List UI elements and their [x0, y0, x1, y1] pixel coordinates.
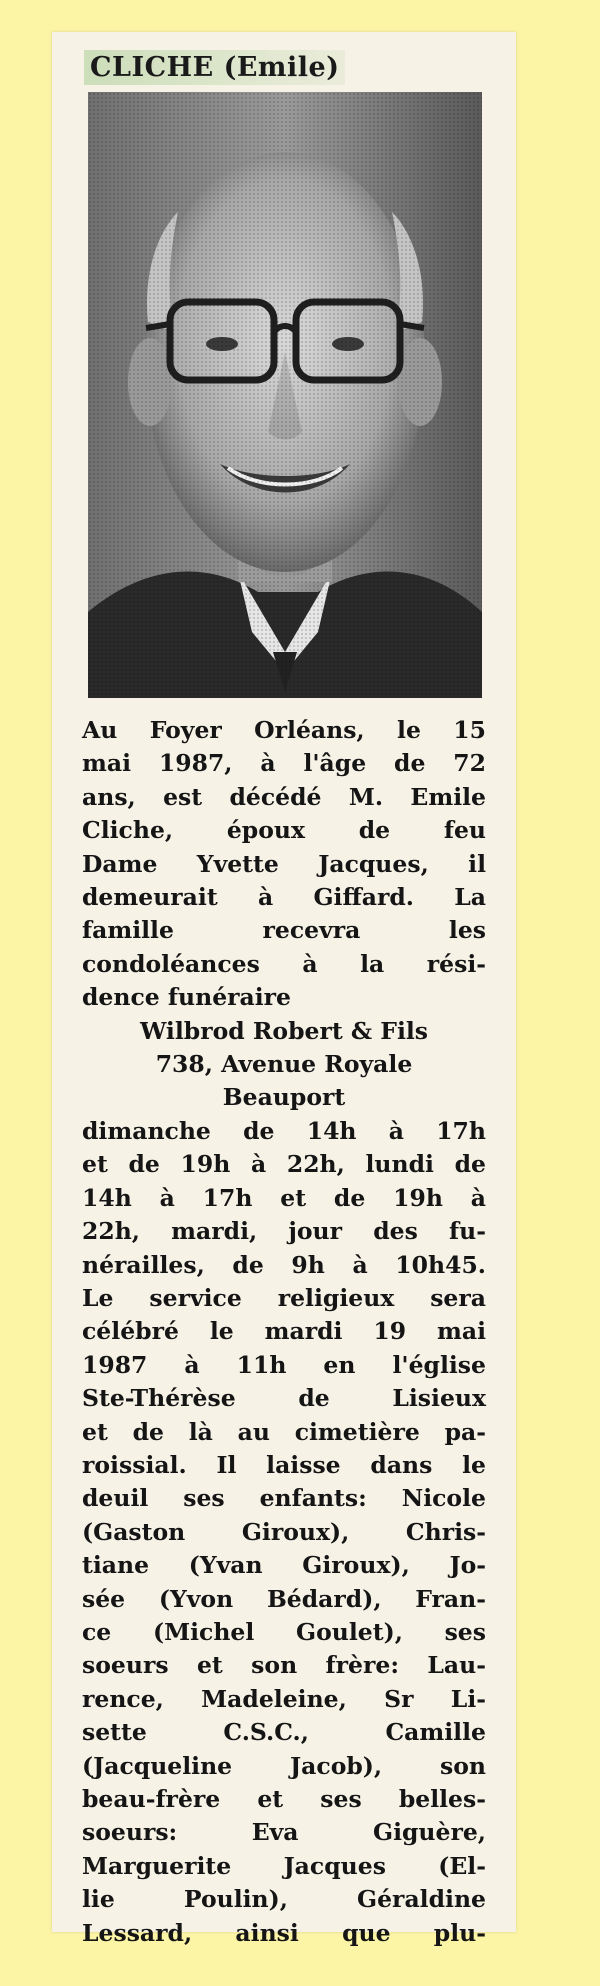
text-line: sée (Yvon Bédard), Fran- — [82, 1584, 486, 1613]
text-line: soeurs et son frère: Lau- — [82, 1651, 486, 1680]
funeral-home-name: Wilbrod Robert & Fils — [139, 1016, 429, 1045]
text-line: Cliche, époux de feu — [82, 816, 486, 845]
text-line: soeurs: Eva Giguère, — [82, 1818, 486, 1847]
text-line: 14h à 17h et de 19h à — [82, 1183, 486, 1212]
text-line: Ste-Thérèse de Lisieux — [82, 1384, 486, 1413]
text-line: mai 1987, à l'âge de 72 — [82, 749, 486, 778]
text-line: demeurait à Giffard. La — [82, 883, 486, 912]
text-line: (Jacqueline Jacob), son — [82, 1751, 486, 1780]
text-line: famille recevra les — [82, 916, 486, 945]
text-line: 1987 à 11h en l'église — [82, 1350, 486, 1379]
text-line: Marguerite Jacques (El- — [82, 1851, 486, 1880]
text-line: Lessard, ainsi que plu- — [82, 1918, 486, 1947]
text-line: dence funéraire — [82, 983, 292, 1012]
text-line: nérailles, de 9h à 10h45. — [82, 1250, 486, 1279]
portrait-photo — [88, 92, 482, 698]
text-line: Au Foyer Orléans, le 15 — [82, 716, 486, 744]
obituary-clipping — [52, 32, 516, 1947]
text-line: sette C.S.C., Camille — [82, 1718, 486, 1747]
text-line: (Gaston Giroux), Chris- — [82, 1517, 486, 1546]
portrait-illustration — [88, 92, 482, 698]
text-line: célébré le mardi 19 mai — [82, 1317, 486, 1346]
text-line: dimanche de 14h à 17h — [82, 1116, 486, 1145]
text-line: 22h, mardi, jour des fu- — [82, 1217, 486, 1246]
text-line: ce (Michel Goulet), ses — [82, 1617, 486, 1646]
text-line: condoléances à la rési- — [82, 949, 486, 978]
text-line: deuil ses enfants: Nicole — [82, 1484, 486, 1513]
text-line: et de 19h à 22h, lundi de — [82, 1150, 486, 1179]
text-line: roissial. Il laisse dans le — [82, 1450, 486, 1479]
text-line: ans, est décédé M. Emile — [82, 782, 486, 811]
obituary-body — [82, 714, 486, 1950]
text-line: Le service religieux sera — [82, 1283, 486, 1312]
funeral-home-city: Beauport — [222, 1083, 346, 1112]
text-line: Dame Yvette Jacques, il — [82, 849, 486, 878]
text-line: lie Poulin), Géraldine — [82, 1885, 486, 1914]
text-line: tiane (Yvan Giroux), Jo- — [82, 1551, 486, 1580]
funeral-home-address: 738, Avenue Royale — [155, 1050, 413, 1079]
text-line: beau-frère et ses belles- — [82, 1785, 486, 1813]
obituary-title: CLICHE (Emile) — [84, 50, 345, 85]
text-line: et de là au cimetière pa- — [82, 1417, 486, 1446]
text-line: rence, Madeleine, Sr Li- — [82, 1684, 486, 1713]
